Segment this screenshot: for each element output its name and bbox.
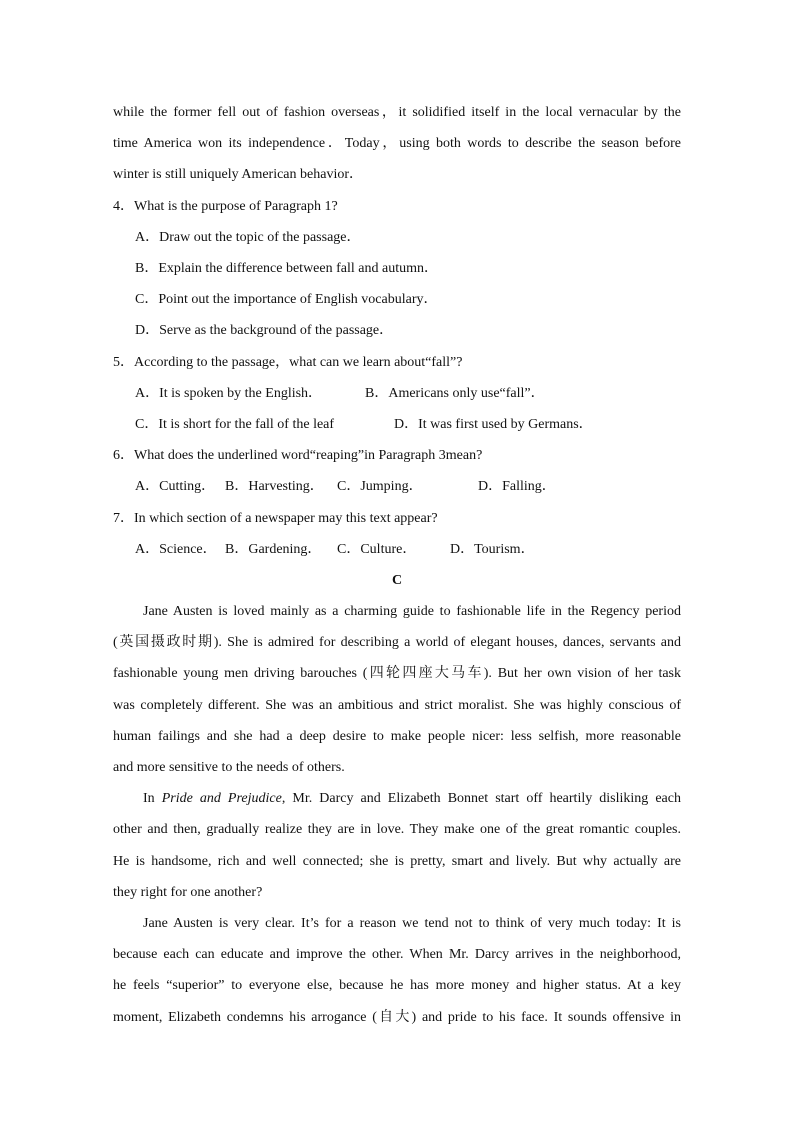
- question-6-option-b: B．Harvesting．: [225, 479, 324, 494]
- question-7-option-a: A．Science．: [135, 542, 217, 557]
- passage-c-p1-line-3: fashionable young men driving barouches (四轮四座大马车). But her own vision of her task: [113, 666, 681, 681]
- question-4-option-b: B．Explain the difference between fall and autumn．: [135, 261, 438, 276]
- passage-c-p2-line-4: they right for one another?: [113, 885, 263, 900]
- question-4-option-d: D．Serve as the background of the passage．: [135, 323, 394, 338]
- section-heading: C: [391, 573, 403, 588]
- book-title: Pride and Prejudice: [161, 791, 282, 806]
- passage-c-p1-line-6: and more sensitive to the needs of others.: [113, 760, 345, 775]
- passage-c-p1-line-4: was completely different. She was an ambitious and strict moralist. She was highly conscious of: [113, 698, 681, 713]
- question-5-option-b: B．Americans only use“fall”．: [365, 386, 545, 401]
- passage-b-line-3: winter is still uniquely American behavior．: [113, 167, 364, 182]
- passage-c-p2-line-1: [143, 790, 681, 808]
- passage-b-line-2: time America won its independence．Today，using both words to describe the season before: [113, 136, 681, 151]
- question-6-option-d: D．Falling．: [478, 479, 556, 494]
- passage-c-p3-line-3: he feels “superior” to everyone else, because he has more money and higher status. At a key: [113, 978, 681, 993]
- p2-intro: In: [143, 791, 162, 806]
- question-6-option-a: A．Cutting．: [135, 479, 216, 494]
- question-6-option-c: C．Jumping．: [337, 479, 423, 494]
- question-7-option-b: B．Gardening．: [225, 542, 322, 557]
- question-5-option-c: C．It is short for the fall of the leaf: [135, 417, 335, 432]
- passage-b-line-1: while the former fell out of fashion overseas，it solidified itself in the local vernacular by the: [113, 105, 681, 120]
- passage-c-p1-line-5: human failings and she had a deep desire to make people nicer: less selfish, more reasonable: [113, 729, 681, 744]
- passage-c-p2-line-3: He is handsome, rich and well connected; she is pretty, smart and lively. But why actually are: [113, 854, 681, 869]
- question-7-stem: 7．In which section of a newspaper may this text appear?: [113, 511, 438, 526]
- passage-c-p3-line-4: moment, Elizabeth condemns his arrogance (自大) and pride to his face. It sounds offensive in: [113, 1010, 681, 1025]
- passage-c-p1-line-2: (英国摄政时期). She is admired for describing a world of elegant houses, dances, servants and: [113, 635, 681, 650]
- question-5-option-a: A．It is spoken by the English．: [135, 386, 323, 401]
- p2-first-rest: , Mr. Darcy and Elizabeth Bonnet start off heartily disliking each: [281, 791, 681, 806]
- question-5-stem: 5．According to the passage，what can we learn about“fall”?: [113, 355, 463, 370]
- question-7-option-d: D．Tourism．: [450, 542, 535, 557]
- question-4-option-c: C．Point out the importance of English vocabulary．: [135, 292, 438, 307]
- question-4-stem: 4．What is the purpose of Paragraph 1?: [113, 199, 338, 214]
- passage-c-p1-line-1: Jane Austen is loved mainly as a charming guide to fashionable life in the Regency period: [143, 604, 681, 619]
- passage-c-p3-line-2: because each can educate and improve the other. When Mr. Darcy arrives in the neighborhood,: [113, 947, 681, 962]
- question-4-option-a: A．Draw out the topic of the passage．: [135, 230, 361, 245]
- passage-c-p3-line-1: Jane Austen is very clear. It’s for a reason we tend not to think of very much today: It is: [143, 916, 681, 931]
- question-6-stem: 6．What does the underlined word“reaping”in Paragraph 3mean?: [113, 448, 483, 463]
- passage-c-p2-line-2: other and then, gradually realize they are in love. They make one of the great romantic couples.: [113, 822, 681, 837]
- question-7-option-c: C．Culture．: [337, 542, 417, 557]
- question-5-option-d: D．It was first used by Germans．: [394, 417, 593, 432]
